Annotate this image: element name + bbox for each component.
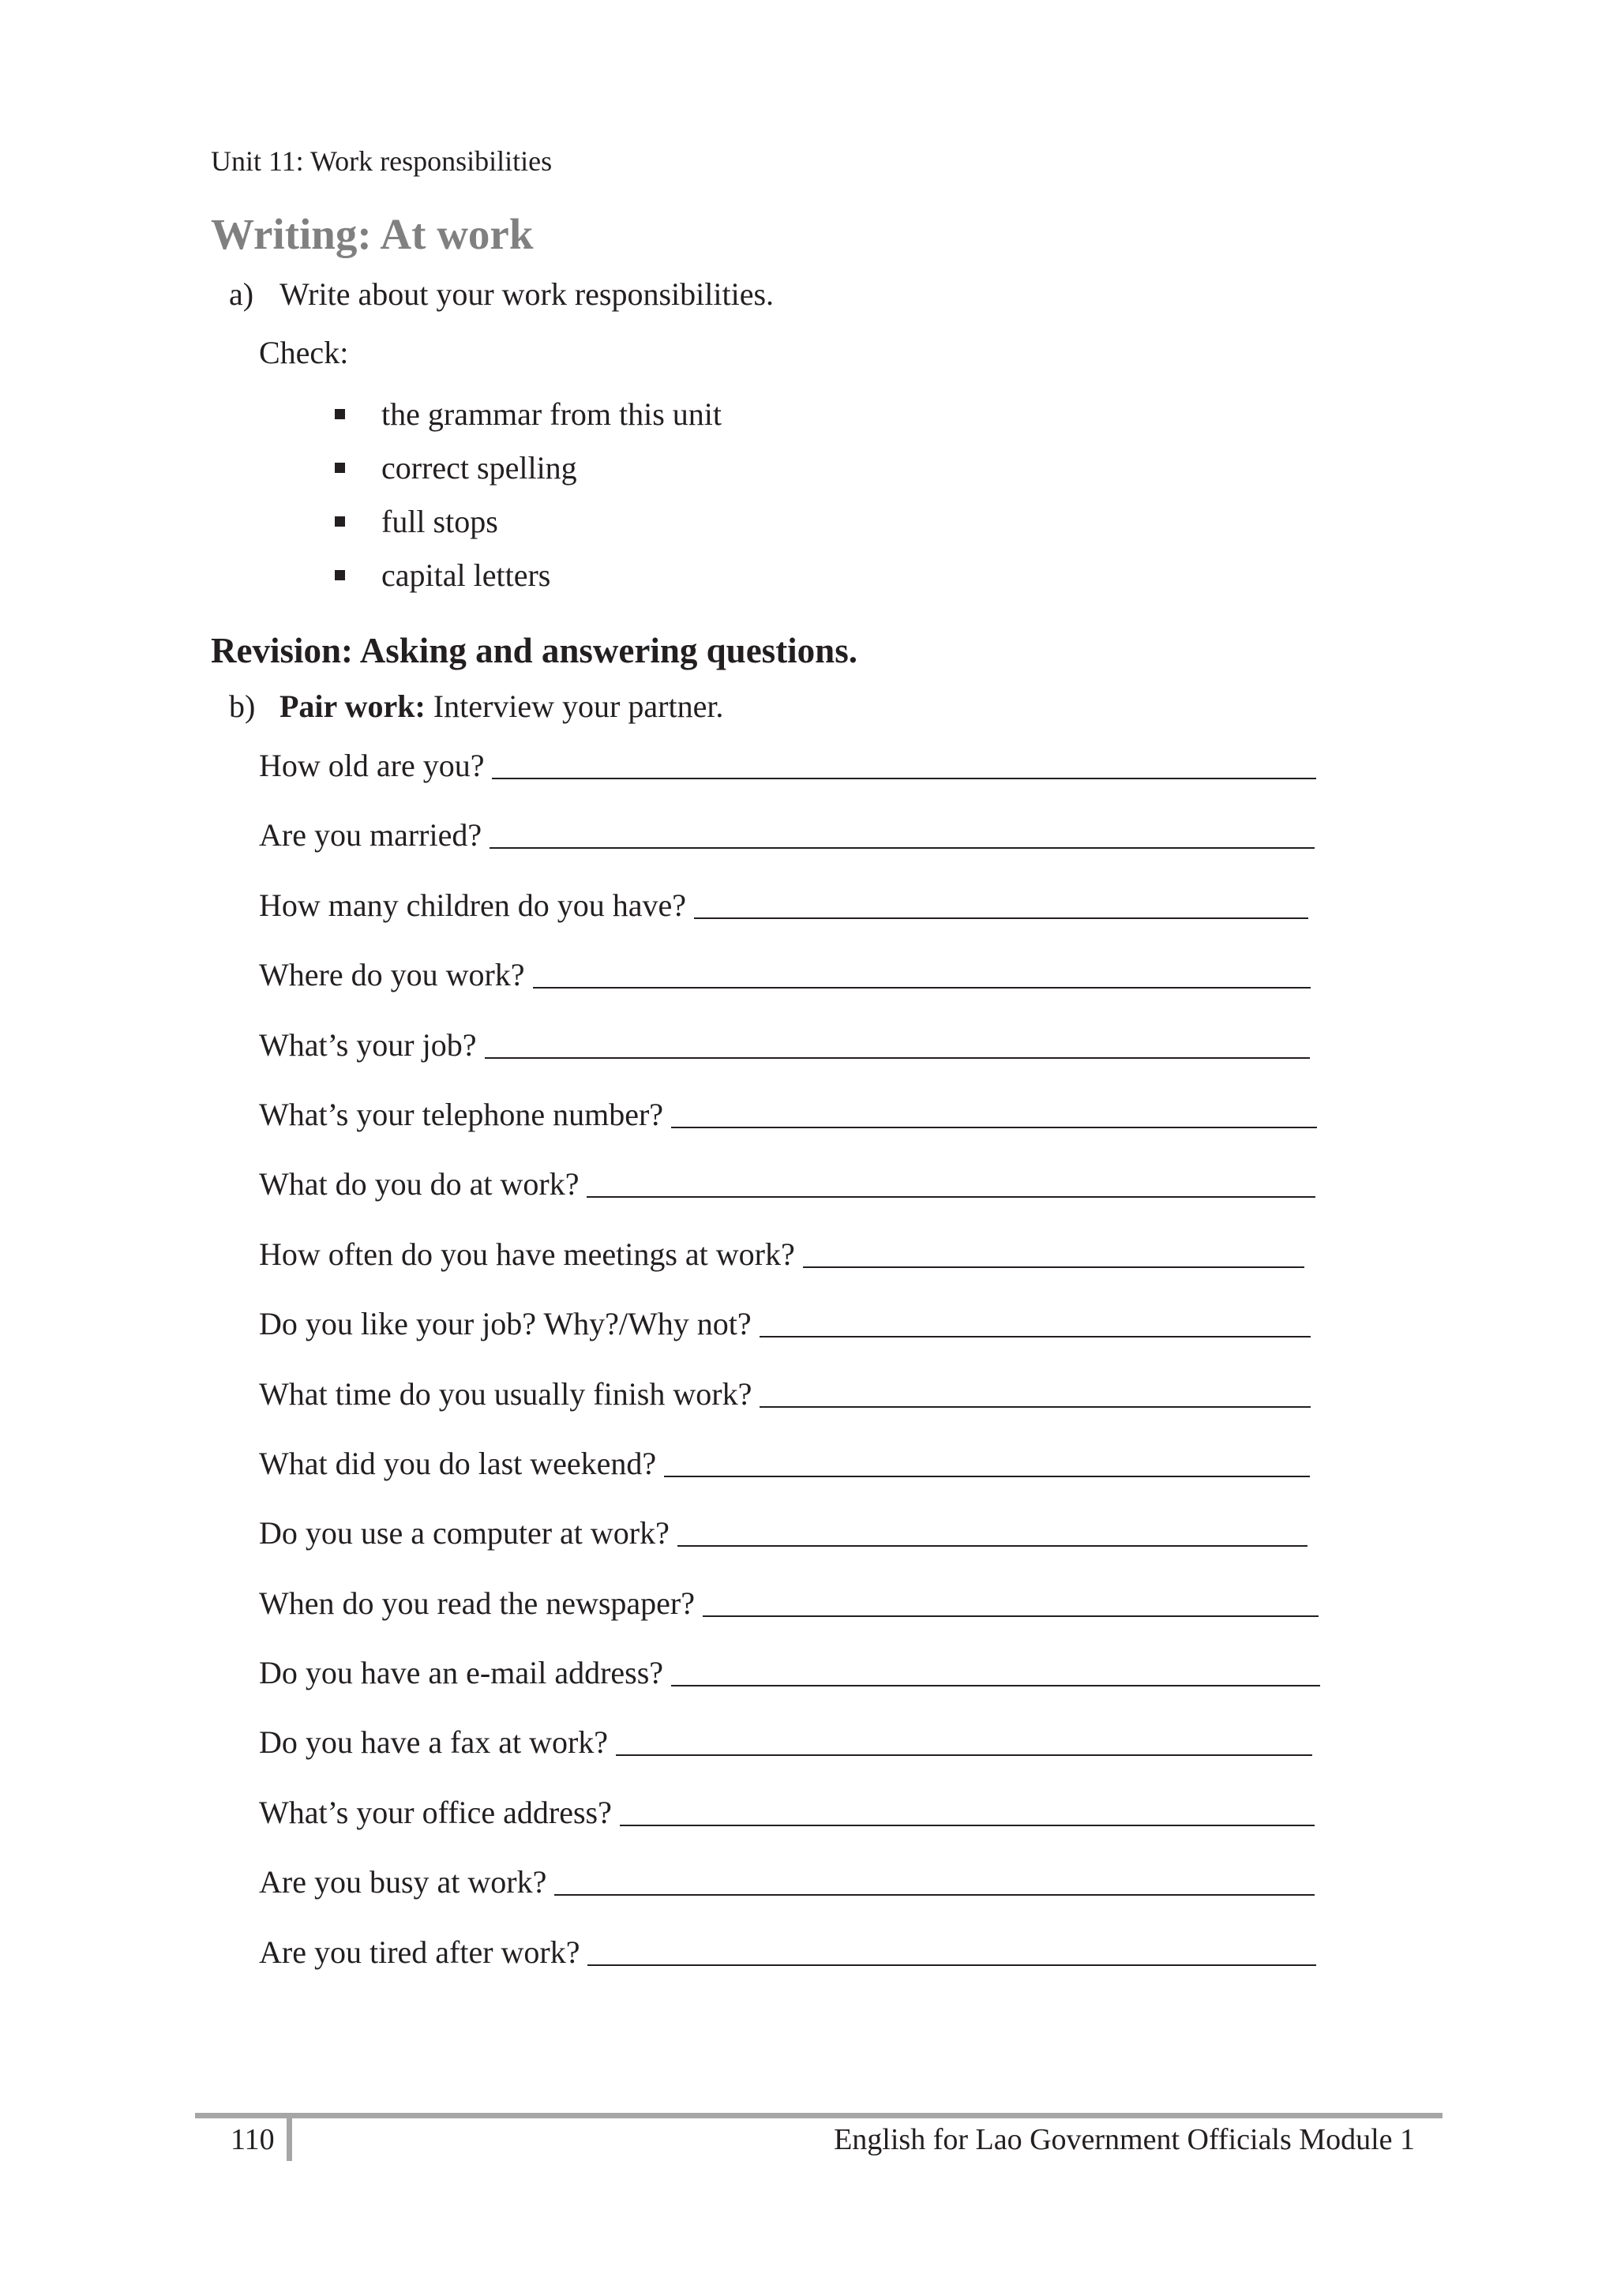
question-row	[259, 1863, 1341, 1932]
question-row	[259, 1653, 1341, 1723]
question-row	[259, 1375, 1341, 1444]
checklist-item-text: the grammar from this unit	[381, 396, 722, 432]
question-text: Are you married?	[259, 817, 482, 853]
answer-line[interactable]	[671, 1653, 1320, 1686]
answer-line[interactable]	[490, 816, 1315, 849]
checklist-item-text: full stops	[381, 504, 498, 539]
question-row	[259, 1933, 1341, 2002]
question-text: What’s your telephone number?	[259, 1096, 664, 1132]
answer-line[interactable]	[485, 1026, 1310, 1059]
square-bullet-icon	[335, 570, 345, 580]
answer-line[interactable]	[587, 1933, 1316, 1966]
checklist-item	[335, 556, 722, 610]
question-text: Where do you work?	[259, 957, 525, 993]
footer-book-title: English for Lao Government Officials Module 1	[834, 2123, 1415, 2156]
question-text: Are you busy at work?	[259, 1864, 547, 1900]
answer-line[interactable]	[760, 1375, 1311, 1408]
question-row	[259, 1235, 1341, 1304]
question-text: Do you have a fax at work?	[259, 1724, 609, 1761]
checklist-item-text: correct spelling	[381, 450, 577, 486]
instruction-a-text: Write about your work responsibilities.	[280, 276, 775, 312]
instruction-b-text: Interview your partner.	[425, 688, 724, 724]
question-text: What did you do last weekend?	[259, 1445, 657, 1481]
answer-line[interactable]	[616, 1723, 1312, 1756]
page-number: 110	[231, 2123, 275, 2156]
answer-line[interactable]	[492, 746, 1316, 779]
square-bullet-icon	[335, 463, 345, 473]
answer-line[interactable]	[760, 1304, 1311, 1337]
question-text: What’s your office address?	[259, 1794, 612, 1830]
pair-work-label: Pair work:	[280, 688, 426, 724]
section-title-writing: Writing: At work	[211, 210, 534, 258]
answer-line[interactable]	[703, 1584, 1319, 1617]
answer-line[interactable]	[620, 1793, 1315, 1826]
answer-line[interactable]	[533, 955, 1311, 989]
check-label: Check:	[259, 335, 349, 370]
footer-divider-tick	[287, 2116, 292, 2161]
question-text: How many children do you have?	[259, 887, 686, 923]
checklist-item	[335, 395, 722, 448]
question-row	[259, 1584, 1341, 1653]
question-list	[259, 746, 1341, 2002]
question-row	[259, 1444, 1341, 1514]
question-text: Do you use a computer at work?	[259, 1515, 670, 1551]
answer-line[interactable]	[554, 1863, 1315, 1896]
running-head: Unit 11: Work responsibilities	[211, 145, 553, 177]
question-row	[259, 1793, 1341, 1863]
question-row	[259, 816, 1341, 885]
square-bullet-icon	[335, 516, 345, 527]
instruction-b	[229, 687, 723, 726]
question-row	[259, 746, 1341, 816]
question-text: Do you like your job? Why?/Why not?	[259, 1306, 752, 1342]
item-marker-b: b)	[229, 688, 256, 724]
answer-line[interactable]	[671, 1095, 1317, 1128]
question-row	[259, 1304, 1341, 1374]
item-marker-a: a)	[229, 276, 254, 312]
question-row	[259, 1723, 1341, 1792]
question-text: Are you tired after work?	[259, 1934, 580, 1970]
question-row	[259, 1095, 1341, 1165]
answer-line[interactable]	[803, 1235, 1304, 1268]
question-text: Do you have an e-mail address?	[259, 1655, 664, 1691]
checklist-item-text: capital letters	[381, 557, 551, 593]
answer-line[interactable]	[677, 1514, 1307, 1547]
checklist	[335, 395, 722, 610]
question-text: What’s your job?	[259, 1026, 477, 1063]
question-row	[259, 886, 1341, 955]
answer-line[interactable]	[587, 1165, 1315, 1198]
question-text: How old are you?	[259, 748, 485, 783]
question-text: When do you read the newspaper?	[259, 1585, 695, 1621]
question-row	[259, 1165, 1341, 1234]
instruction-a	[229, 275, 774, 314]
footer-rule	[195, 2113, 1443, 2118]
question-row	[259, 955, 1341, 1025]
question-row	[259, 1026, 1341, 1095]
section-title-revision: Revision: Asking and answering questions.	[211, 631, 857, 670]
question-row	[259, 1514, 1341, 1583]
question-text: What time do you usually finish work?	[259, 1375, 752, 1412]
answer-line[interactable]	[664, 1444, 1310, 1477]
answer-line[interactable]	[694, 886, 1308, 919]
checklist-item	[335, 448, 722, 502]
square-bullet-icon	[335, 409, 345, 419]
checklist-item	[335, 502, 722, 556]
question-text: How often do you have meetings at work?	[259, 1236, 795, 1272]
question-text: What do you do at work?	[259, 1166, 580, 1202]
